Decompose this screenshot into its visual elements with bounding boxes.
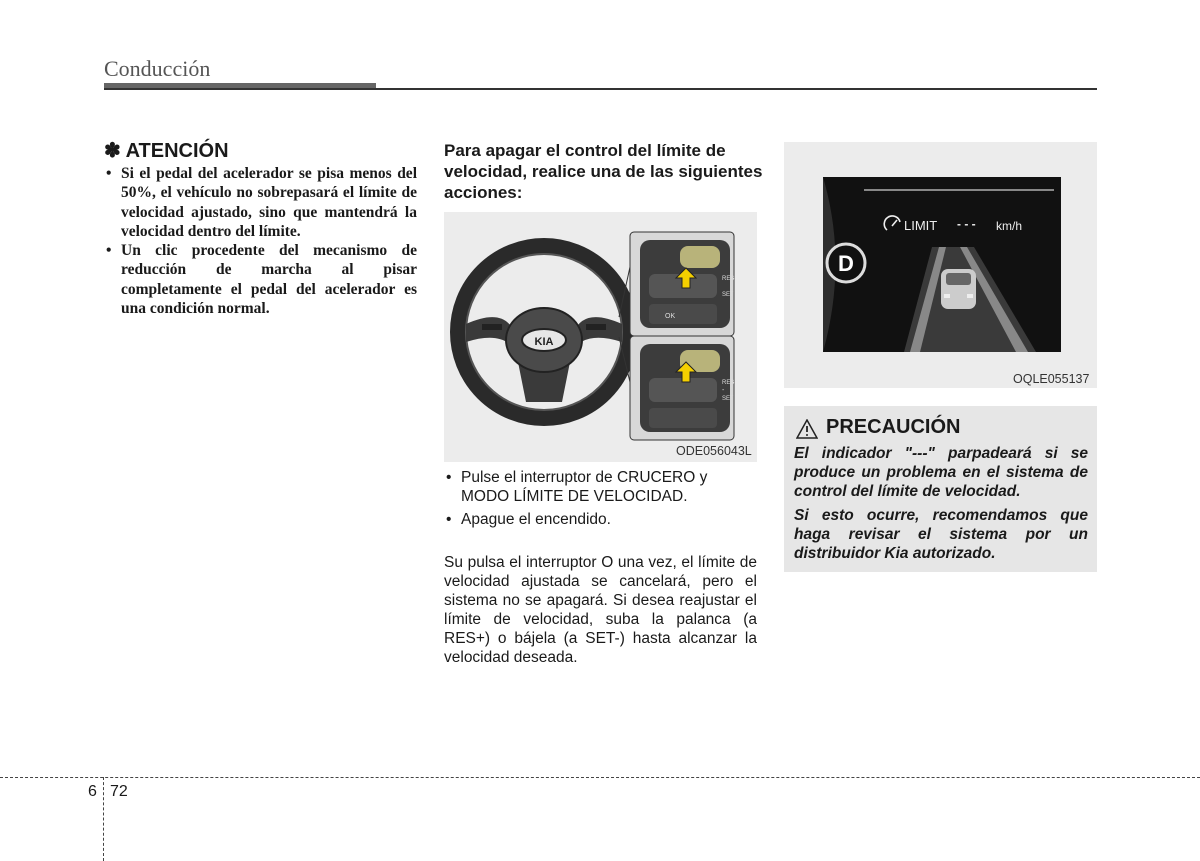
body-paragraph: Su pulsa el interruptor O una vez, el límite de velocidad ajustada se cancelará, pero el sistema no se apagará. Si desea reajustar el límite de velocidad, suba la palanca (a RES+) o bájela (a SET-) hasta alcanzar la velocidad deseada.	[444, 554, 757, 666]
figure-code: OQLE055137	[1013, 372, 1090, 386]
caution-title: PRECAUCIÓN	[826, 416, 961, 438]
minus-label: -	[722, 387, 725, 394]
attention-title: ✽ ATENCIÓN	[104, 140, 229, 162]
limit-value: - - -	[957, 217, 976, 231]
res-label: RES	[722, 380, 735, 386]
instructions-heading: Para apagar el control del límite de velocidad, realice una de las siguientes acciones:	[444, 141, 763, 202]
caution-paragraph: El indicador "---" parpadeará si se produce un problema en el sistema de control del límite de velocidad.	[794, 445, 1088, 501]
kia-logo: KIA	[534, 336, 554, 348]
section-title: Conducción	[104, 56, 211, 81]
speed-unit: km/h	[996, 219, 1023, 233]
attention-item: • Si el pedal del acelerador se pisa menos del 50%, el vehículo no sobrepasará el límite de velocidad ajustado, sino que mantendrá la velocidad dentro del límite.	[104, 164, 417, 241]
cruise-switch-inset-top	[630, 232, 734, 336]
set-label: SET	[722, 292, 734, 298]
res-label: RES	[722, 276, 735, 282]
set-label: SET	[722, 396, 734, 402]
footer-dashed-divider	[103, 777, 104, 861]
section-number: 6	[88, 783, 97, 800]
caution-text	[794, 444, 1088, 567]
attention-item: • Un clic procedente del mecanismo de reducción de marcha al pisar completamente el pedal del acelerador es una condición normal.	[104, 241, 417, 318]
limit-label: LIMIT	[904, 218, 938, 233]
steering-wheel-icon	[458, 246, 630, 418]
action-item: • Pulse el interruptor de CRUCERO y MODO LÍMITE DE VELOCIDAD.	[444, 468, 757, 506]
cruise-switch-inset-bottom	[630, 336, 734, 440]
actions-list	[444, 468, 757, 533]
caution-paragraph: Si esto ocurre, recomendamos que haga revisar el sistema por un distribuidor Kia autorizado.	[794, 506, 1088, 563]
gear-indicator: D	[838, 251, 854, 276]
figure-code: ODE056043L	[676, 444, 752, 458]
steering-wheel-illustration	[444, 212, 757, 462]
action-item: • Apague el encendido.	[444, 510, 757, 529]
cluster-display-illustration	[784, 142, 1097, 388]
steering-wheel-figure	[444, 212, 757, 462]
ok-button-label: OK	[665, 313, 676, 320]
attention-list	[104, 164, 417, 318]
cluster-display-figure	[784, 142, 1097, 388]
header-rule	[104, 88, 1097, 90]
vehicle-icon	[941, 269, 976, 309]
page-number: 72	[110, 783, 128, 800]
footer-dashed-line	[0, 777, 1200, 778]
